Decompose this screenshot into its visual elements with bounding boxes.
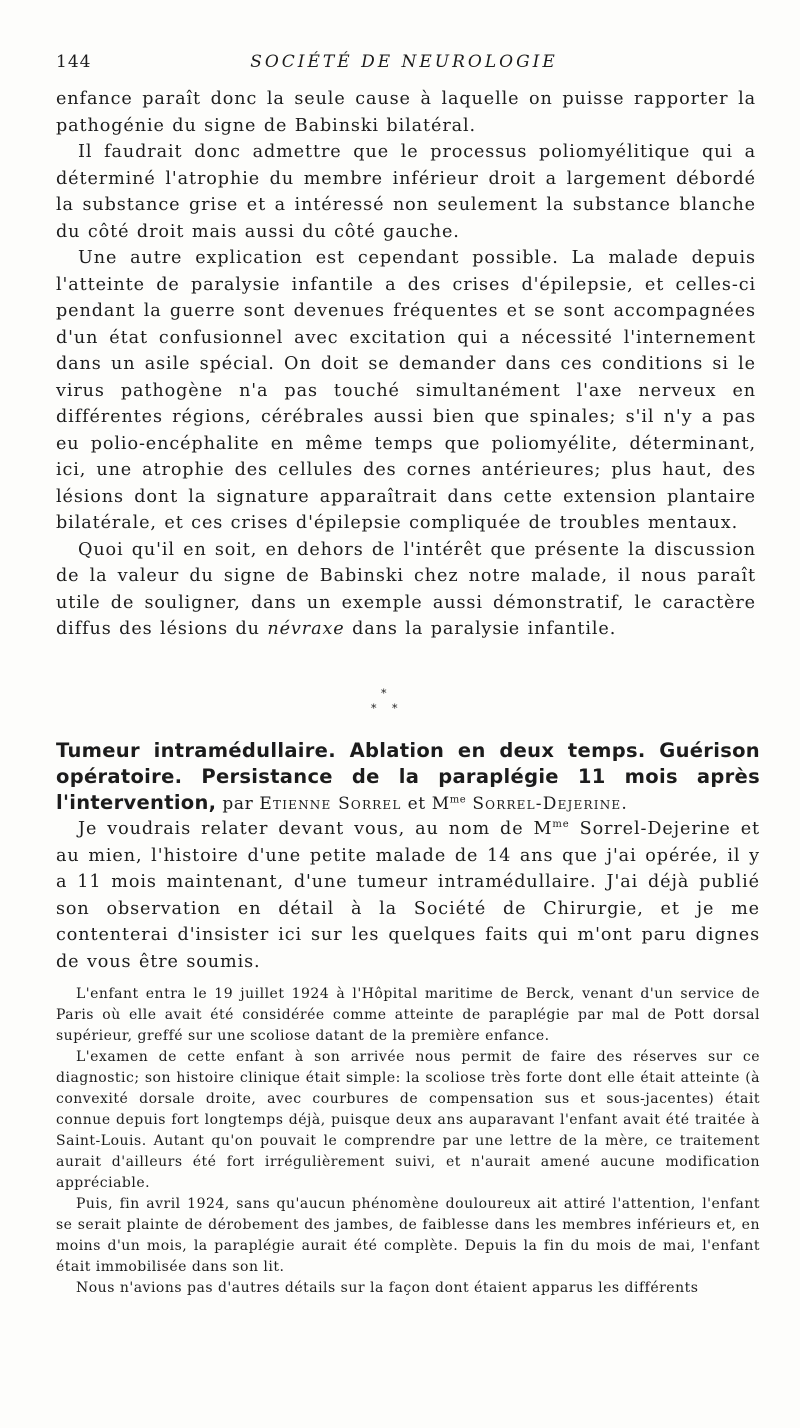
author2-superscript: me [449,794,467,806]
paragraph-poliomyelitis: Il faudrait donc admettre que le processus poliomyélitique qui a déterminé l'atrophie du membre inférieur droit a largement débordé la substance grise et a intéressé non seulement la substance blanche du côté droit mais aussi du côté gauche. [56,142,756,242]
title-text: Tumeur intramédullaire. Ablation en deux temps. Guérison opératoire. Persistance de la paraplégie 11 mois après l'intervention, [56,739,760,814]
paragraph-continuation: enfance paraît donc la seule cause à laquelle on puisse rapporter la pathogénie du signe de Babinski bilatéral. [56,89,756,136]
observation-exam: L'examen de cette enfant à son arrivée nous permit de faire des réserves sur ce diagnostic; son histoire clinique était simple: la scoliose très forte dont elle était atteinte (à convexité dorsale droite, avec courbures de compensation sus et sous-jacentes) était connue depuis fort longtemps déjà, puisque deux ans auparavant l'enfant avait été traitée à Saint-Louis. Autant qu'on pouvait le comprendre par une lettre de la mère, ce traitement aurait d'ailleurs été fort irrégulièrement suivi, et n'aurait amené aucune modification appréciable. [56,1049,760,1191]
paragraph-explanation: Une autre explication est cependant possible. La malade depuis l'atteinte de paralysie infantile a des crises d'épilepsie, et celles-ci pendant la guerre sont devenues fréquentes et se sont accompagnées d'un état confusionnel avec excitation qui a nécessité l'internement dans un asile spécial. On doit se demander dans ces conditions si le virus pathogène n'a pas touché simultanément l'axe nerveux en différentes régions, cérébrales aussi bien que spinales; s'il n'y a pas eu polio-encéphalite en même temps que poliomyélite, déterminant, ici, une atrophie des cellules des cornes antérieures; plus haut, des lésions dont la signature apparaîtrait dans cette extension plantaire bilatérale, et ces crises d'épilepsie compliquée de troubles mentaux. [56,248,756,533]
page-header [56,52,752,76]
running-head: SOCIÉTÉ DE NEUROLOGIE [250,52,558,72]
conclusion-end: dans la paralysie infantile. [344,619,617,639]
body-text [56,86,756,643]
article-title [56,738,760,817]
intro-text [56,816,760,975]
intro-start: Je voudrais relater devant vous, au nom de M [78,819,553,839]
byline-par: par [222,794,254,814]
author-sorrel-dejerine: Sorrel-Dejerine. [472,794,628,814]
paragraph-conclusion [56,537,756,643]
author-sorrel: Etienne Sorrel [259,794,402,814]
case-observation [56,984,760,1299]
separator-star: * [392,702,398,715]
page-number: 144 [56,52,92,72]
separator-star: * [381,687,387,700]
observation-admission: L'enfant entra le 19 juillet 1924 à l'Hôpital maritime de Berck, venant d'un service de Paris où elle avait été considérée comme atteinte de paraplégie par mal de Pott dorsal supérieur, greffé sur une scoliose datant de la première enfance. [56,986,760,1044]
conclusion-text: Quoi qu'il en soit, en dehors de l'intérêt que présente la discussion de la valeur du signe de Babinski chez notre malade, il nous paraît utile de souligner, dans un exemple aussi démonstratif, le caractère diffus des lésions du [56,539,756,639]
observation-continued: Nous n'avions pas d'autres détails sur la façon dont étaient apparus les différents [76,1280,699,1296]
intro-end: Sorrel-Dejerine et au mien, l'histoire d'une petite malade de 14 ans que j'ai opérée, il y a 11 mois maintenant, d'une tumeur intramédullaire. J'ai déjà publié son observation en détail à la Société de Chirurgie, et je me contenterai d'insister ici sur les quelques faits qui m'ont paru dignes de vous être soumis. [56,819,761,972]
byline-et: et [407,794,426,814]
author2-prefix: M [431,794,450,814]
byline [216,794,628,814]
intro-paragraph [56,816,760,975]
observation-onset: Puis, fin avril 1924, sans qu'aucun phénomène douloureux ait attiré l'attention, l'enfant se serait plainte de dérobement des jambes, de faiblesse dans les membres inférieurs et, en moins d'un mois, la paraplégie aurait été complète. Depuis la fin du mois de mai, l'enfant était immobilisée dans son lit. [56,1196,760,1275]
section-separator [360,688,410,718]
intro-superscript: me [552,819,570,831]
neuraxis-term: névraxe [267,619,345,639]
separator-star: * [371,702,377,715]
